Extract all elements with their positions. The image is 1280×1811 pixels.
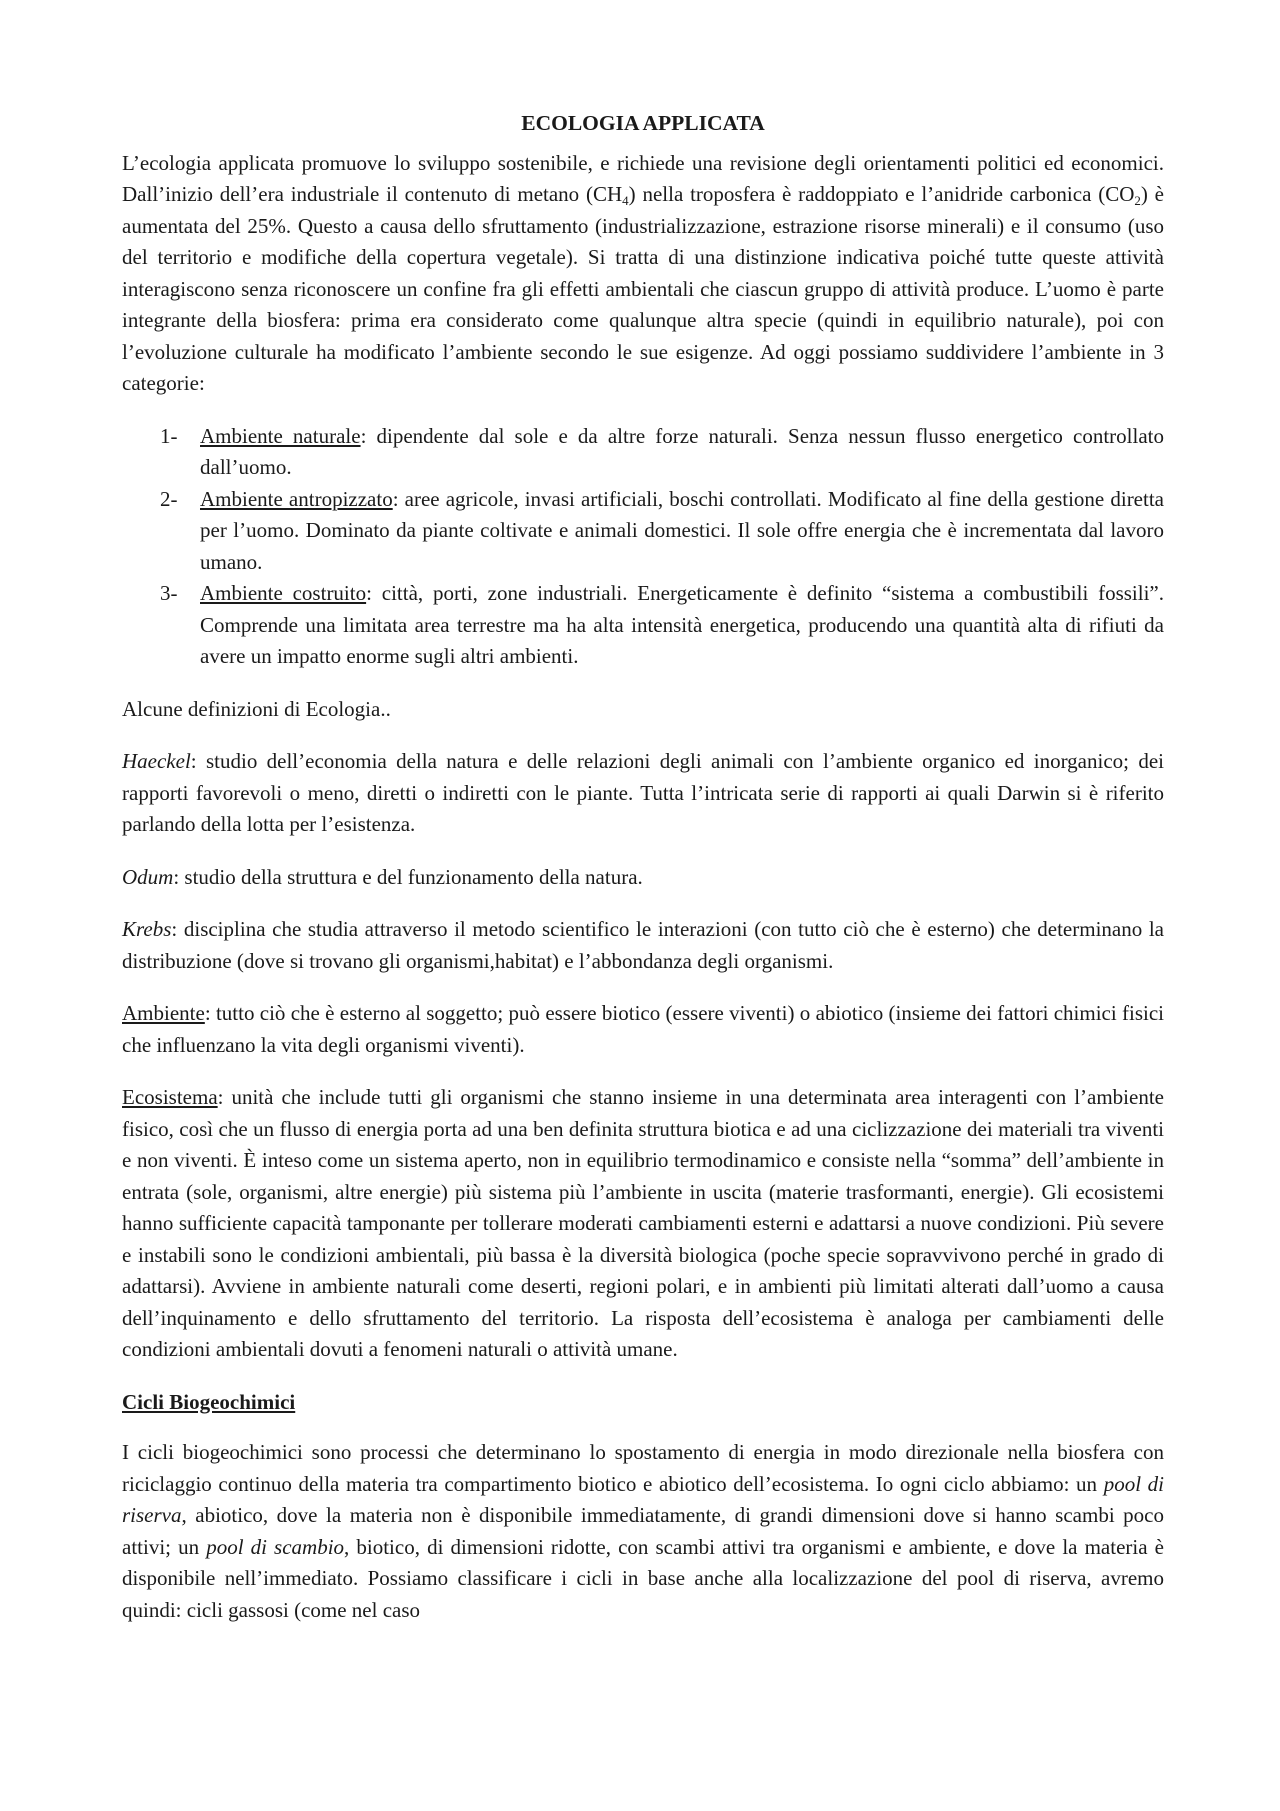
term-pool-riserva: pool di riserva [122,1471,1164,1527]
cicli-paragraph [122,1437,1164,1626]
definition-author: Krebs [122,917,172,941]
subscript-co2: 2 [1134,193,1141,208]
category-term: Ambiente antropizzato [200,486,393,511]
definition-odum [122,862,1164,894]
page-title: ECOLOGIA APPLICATA [521,111,765,135]
list-item-ambiente-costruito [122,578,1164,673]
list-item-ambiente-antropizzato [122,484,1164,579]
definition-krebs [122,914,1164,977]
definition-text: : disciplina che studia attraverso il metodo scientifico le interazioni (con tutto ciò che è esterno) che determinano la distribuzione (dove si trovano gli organismi,habitat) e l’abbondanza degli organismi. [122,917,1164,973]
definition-haeckel [122,746,1164,841]
intro-text-c: ) è aumentata del 25%. Questo a causa dello sfruttamento (industrializzazione, estrazione risorse minerali) e il consumo (uso del territorio e modifiche della copertura vegetale). Si tratta di una distinzione indicativa poiché tutte queste attività interagiscono senza riconoscere un confine fra gli effetti ambientali che ciascun gruppo di attività produce. L’uomo è parte integrante della biosfera: prima era considerato come qualunque altra specie (quindi in equilibrio naturale), poi con l’evoluzione culturale ha modificato l’ambiente secondo le sue esigenze. Ad oggi possiamo suddividere l’ambiente in 3 categorie: [122,182,1164,395]
list-number: 3- [160,581,178,605]
term-ecosistema: Ecosistema [122,1085,218,1109]
intro-text-b: ) nella troposfera è raddoppiato e l’anidride carbonica (CO [628,182,1135,206]
list-item-ambiente-naturale [122,421,1164,484]
ecosistema-text: : unità che include tutti gli organismi che stanno insieme in una determinata area interagenti con l’ambiente fisico, così che un flusso di energia porta ad una ben definita struttura biotica e ad una ciclizzazione dei materiali tra viventi e non viventi. È inteso come un sistema aperto, non in equilibrio termodinamico e consiste nella “somma” dell’ambiente in entrata (sole, organismi, altre energie) più sistema più l’ambiente in uscita (materie trasformanti, energie). Gli ecosistemi hanno sufficiente capacità tamponante per tollerare moderati cambiamenti esterni e adattarsi a nuove condizioni. Più severe e instabili sono le condizioni ambientali, più bassa è la diversità biologica (poche specie sopravvivono perché in grado di adattarsi). Avviene in ambiente naturali come deserti, regioni polari, e in ambienti più limitati alterati dall’uomo a causa dell’inquinamento e dello sfruttamento del territorio. La risposta dell’ecosistema è analoga per cambiamenti delle condizioni ambientali dovuti a fenomeni naturali o attività umane. [122,1085,1164,1361]
list-number: 2- [160,486,178,511]
definition-ecosistema [122,1082,1164,1366]
definition-ambiente [122,998,1164,1061]
document-page [122,108,1164,1647]
category-description: : dipendente dal sole e da altre forze naturali. Senza nessun flusso energetico controllato dall’uomo. [200,423,1164,479]
intro-paragraph [122,148,1164,400]
ambiente-text: : tutto ciò che è esterno al soggetto; può essere biotico (essere viventi) o abiotico (insieme dei fattori chimici fisici che influenzano la vita degli organismi viventi). [122,1001,1164,1057]
category-term: Ambiente naturale [200,423,361,448]
category-term: Ambiente costruito [200,581,367,605]
section-heading-cicli: Cicli Biogeochimici [122,1389,296,1414]
term-ambiente: Ambiente [122,1001,205,1025]
subscript-ch4: 4 [622,193,629,208]
definitions-intro: Alcune definizioni di Ecologia.. [122,696,391,721]
cicli-text-a: I cicli biogeochimici sono processi che determinano lo spostamento di energia in modo direzionale nella biosfera con riciclaggio continuo della materia tra compartimento biotico e abiotico dell’ecosistema. Io ogni ciclo abbiamo: un [122,1440,1164,1496]
environment-categories-list [122,421,1164,673]
term-pool-scambio: pool di scambio [206,1534,345,1559]
intro-text-a: L’ecologia applicata promuove lo sviluppo sostenibile, e richiede una revisione degli orientamenti politici ed economici. Dall’inizio dell’era industriale il contenuto di metano (CH [122,150,1164,206]
definition-text: : studio dell’economia della natura e delle relazioni degli animali con l’ambiente organico ed inorganico; dei rapporti favorevoli o meno, diretti o indiretti con le piante. Tutta l’intricata serie di rapporti ai quali Darwin si è riferito parlando della lotta per l’esistenza. [122,749,1164,836]
definition-author: Odum [122,864,174,889]
category-description: : città, porti, zone industriali. Energeticamente è definito “sistema a combustibili fossili”. Comprende una limitata area terrestre ma ha alta intensità energetica, producendo una quantità alta di rifiuti da avere un impatto enorme sugli altri ambienti. [200,581,1164,668]
cicli-text-c: , biotico, di dimensioni ridotte, con scambi attivi tra organismi e ambiente, e dove la materia è disponibile nell’immediato. Possiamo classificare i cicli in base anche alla localizzazione del pool di riserva, avremo quindi: cicli gassosi (come nel caso [122,1534,1164,1622]
category-description: : aree agricole, invasi artificiali, boschi controllati. Modificato al fine della gestione diretta per l’uomo. Dominato da piante coltivate e animali domestici. Il sole offre energia che è incrementata dal lavoro umano. [200,486,1164,574]
list-number: 1- [160,423,178,448]
definition-author: Haeckel [122,749,191,773]
definition-text: : studio della struttura e del funzionamento della natura. [173,864,643,889]
cicli-text-b: , abiotico, dove la materia non è disponibile immediatamente, di grandi dimensioni dove si hanno scambi poco attivi; un [122,1503,1164,1559]
